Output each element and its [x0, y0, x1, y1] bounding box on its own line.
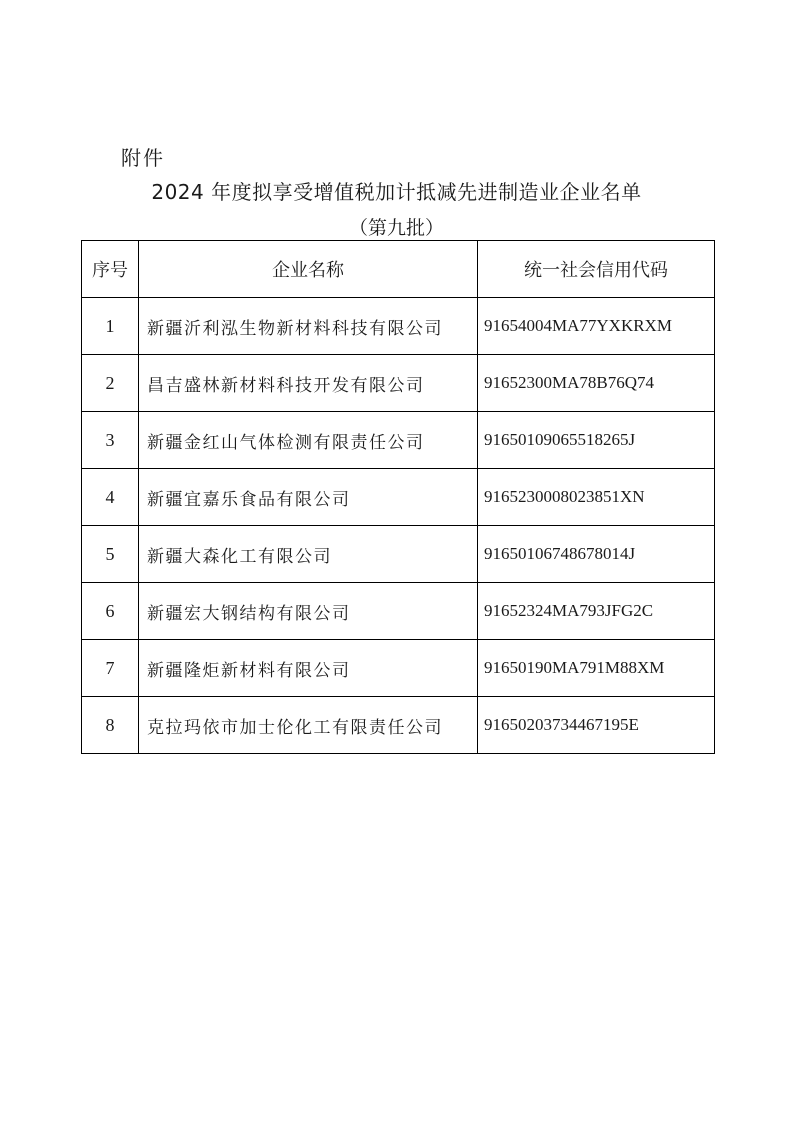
row-credit-code: 91652300MA78B76Q74 — [478, 355, 715, 412]
row-company-name: 新疆金红山气体检测有限责任公司 — [139, 412, 478, 469]
row-seq: 1 — [82, 298, 139, 355]
company-table — [81, 240, 715, 754]
row-credit-code: 91650203734467195E — [478, 697, 715, 754]
row-seq: 5 — [82, 526, 139, 583]
table-header-row — [82, 241, 715, 298]
table-row — [82, 640, 715, 697]
row-seq: 3 — [82, 412, 139, 469]
row-credit-code: 91650190MA791M88XM — [478, 640, 715, 697]
row-company-name: 新疆隆炬新材料有限公司 — [139, 640, 478, 697]
row-credit-code: 91652324MA793JFG2C — [478, 583, 715, 640]
table-row — [82, 412, 715, 469]
document-title: 2024 年度拟享受增值税加计抵减先进制造业企业名单 — [151, 180, 642, 204]
row-seq: 2 — [82, 355, 139, 412]
row-seq: 6 — [82, 583, 139, 640]
table-row — [82, 298, 715, 355]
row-seq: 8 — [82, 697, 139, 754]
row-company-name: 新疆沂利泓生物新材料科技有限公司 — [139, 298, 478, 355]
row-credit-code: 91650109065518265J — [478, 412, 715, 469]
row-company-name: 克拉玛依市加士伦化工有限责任公司 — [139, 697, 478, 754]
row-credit-code: 91654004MA77YXKRXM — [478, 298, 715, 355]
row-seq: 7 — [82, 640, 139, 697]
document-subtitle: （第九批） — [348, 217, 444, 239]
attachment-label: 附件 — [121, 146, 165, 170]
row-company-name: 新疆大森化工有限公司 — [139, 526, 478, 583]
table-row — [82, 469, 715, 526]
table-row — [82, 355, 715, 412]
table-row — [82, 583, 715, 640]
row-credit-code: 91650106748678014J — [478, 526, 715, 583]
row-company-name: 新疆宜嘉乐食品有限公司 — [139, 469, 478, 526]
header-company-name: 企业名称 — [139, 241, 478, 298]
header-seq: 序号 — [82, 241, 139, 298]
table-row — [82, 526, 715, 583]
row-company-name: 新疆宏大钢结构有限公司 — [139, 583, 478, 640]
row-seq: 4 — [82, 469, 139, 526]
header-credit-code: 统一社会信用代码 — [478, 241, 715, 298]
row-credit-code: 9165230008023851XN — [478, 469, 715, 526]
row-company-name: 昌吉盛林新材料科技开发有限公司 — [139, 355, 478, 412]
table-row — [82, 697, 715, 754]
